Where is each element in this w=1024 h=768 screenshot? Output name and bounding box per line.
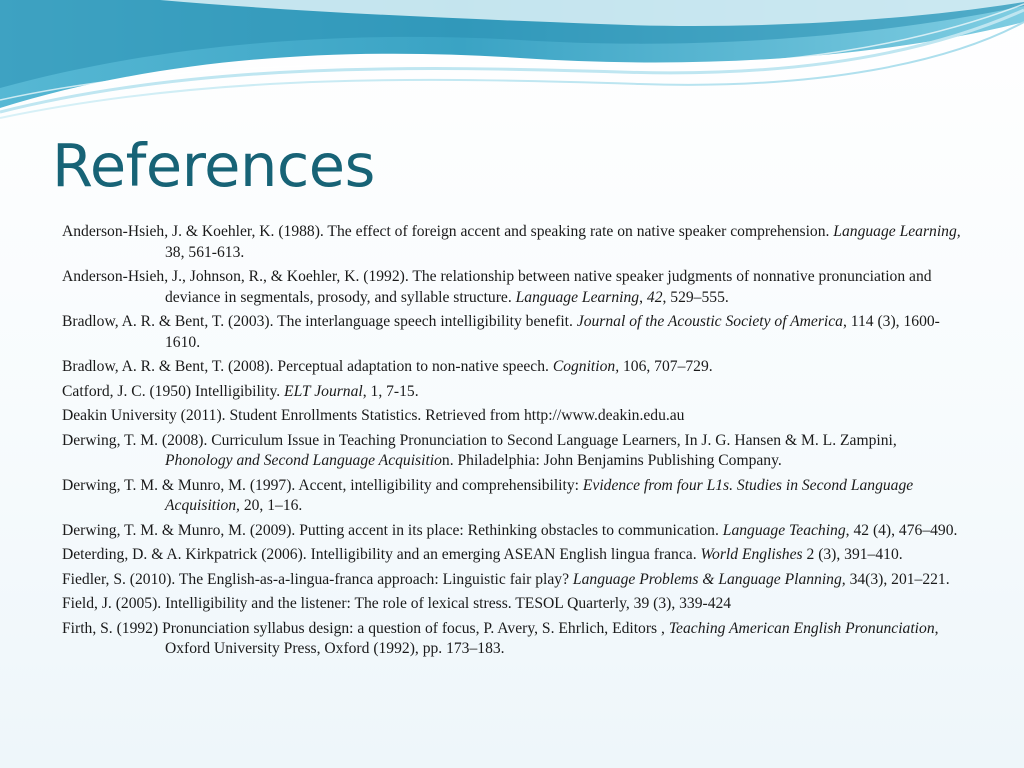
- reference-italic-text: Language Learning: [515, 288, 640, 306]
- reference-text: Bradlow, A. R. & Bent, T. (2003). The interlanguage speech intelligibility benefit.: [62, 313, 577, 330]
- reference-item: [62, 476, 967, 517]
- reference-item: [62, 431, 967, 472]
- reference-text: 20, 1–16.: [239, 497, 303, 514]
- reference-text: Field, J. (2005). Intelligibility and the listener: The role of lexical stress. TESOL Quarterly, 39 (3), 339-424: [62, 595, 732, 612]
- reference-item: [62, 357, 967, 378]
- reference-text: Derwing, T. M. & Munro, M. (2009). Putting accent in its place: Rethinking obstacles to communication.: [62, 521, 723, 539]
- reference-item: [62, 521, 967, 542]
- reference-text: n. Philadelphia: John Benjamins Publishing Company.: [441, 452, 782, 469]
- reference-text: Anderson-Hsieh, J., Johnson, R., & Koehler, K. (1992). The relationship between native speaker judgments of nonnative pronunciation and deviance in segmentals, prosody, and syllable structure.: [62, 268, 932, 306]
- reference-italic-text: Teaching American English Pronunciation: [668, 619, 935, 637]
- reference-italic-text: 42: [646, 288, 663, 306]
- reference-text: 2 (3), 391–410.: [802, 546, 903, 563]
- reference-italic-text: Language Learning,: [833, 223, 961, 240]
- reference-text: , 529–555.: [662, 288, 729, 306]
- reference-text: Derwing, T. M. & Munro, M. (1997). Accent, intelligibility and comprehensibility:: [62, 476, 583, 494]
- reference-text: , 114 (3), 1600-1610.: [165, 313, 940, 351]
- reference-text: , Oxford University Press, Oxford (1992), pp. 173–183.: [165, 619, 939, 657]
- reference-text: Firth, S. (1992) Pronunciation syllabus design: a question of focus, P. Avery, S. Ehrlich, Editors ,: [62, 619, 669, 637]
- reference-text: , 1, 7-15.: [362, 382, 419, 400]
- reference-item: [62, 382, 967, 403]
- reference-text: Anderson-Hsieh, J. & Koehler, K. (1988). The effect of foreign accent and speaking rate on native speaker comprehension.: [62, 223, 834, 240]
- reference-italic-text: Journal of the Acoustic Society of America: [576, 313, 843, 330]
- reference-item: [62, 594, 967, 615]
- reference-item: [62, 222, 967, 263]
- reference-text: Deterding, D. & A. Kirkpatrick (2006). Intelligibility and an emerging ASEAN English lingua franca.: [62, 546, 701, 563]
- reference-italic-text: World Englishes: [700, 546, 803, 563]
- reference-item: [62, 570, 967, 591]
- reference-text: 106, 707–729.: [619, 358, 713, 375]
- reference-item: [62, 545, 967, 566]
- reference-text: 38, 561-613.: [165, 243, 245, 261]
- reference-text: Fiedler, S. (2010). The English-as-a-lingua-franca approach: Linguistic fair play?: [62, 570, 573, 588]
- reference-item: [62, 619, 967, 660]
- reference-item: [62, 312, 967, 353]
- reference-text: ,: [639, 288, 647, 306]
- reference-text: Catford, J. C. (1950) Intelligibility.: [62, 382, 285, 400]
- reference-item: [62, 267, 967, 308]
- reference-italic-text: Cognition,: [552, 358, 620, 375]
- reference-text: , 42 (4), 476–490.: [845, 521, 958, 539]
- reference-italic-text: Phonology and Second Language Acquisitio: [165, 452, 442, 469]
- reference-text: Deakin University (2011). Student Enrollments Statistics. Retrieved from http://www.deakin.edu.au: [62, 407, 685, 424]
- wave-header-decoration: [0, 0, 1024, 130]
- reference-italic-text: Language Teaching: [722, 521, 846, 539]
- reference-italic-text: ELT Journal: [284, 382, 363, 400]
- reference-item: [62, 406, 967, 427]
- reference-list: [62, 222, 967, 664]
- reference-text: Derwing, T. M. (2008). Curriculum Issue in Teaching Pronunciation to Second Language Learners, In J. G. Hansen & M. L. Zampini,: [62, 431, 897, 449]
- reference-text: 34(3), 201–221.: [845, 570, 950, 588]
- page-title: References: [52, 131, 375, 200]
- reference-italic-text: Language Problems & Language Planning,: [572, 570, 846, 588]
- reference-italic-text: Evidence from four L1s. Studies in Second Language Acquisition,: [165, 476, 914, 514]
- reference-text: Bradlow, A. R. & Bent, T. (2008). Perceptual adaptation to non-native speech.: [62, 358, 553, 375]
